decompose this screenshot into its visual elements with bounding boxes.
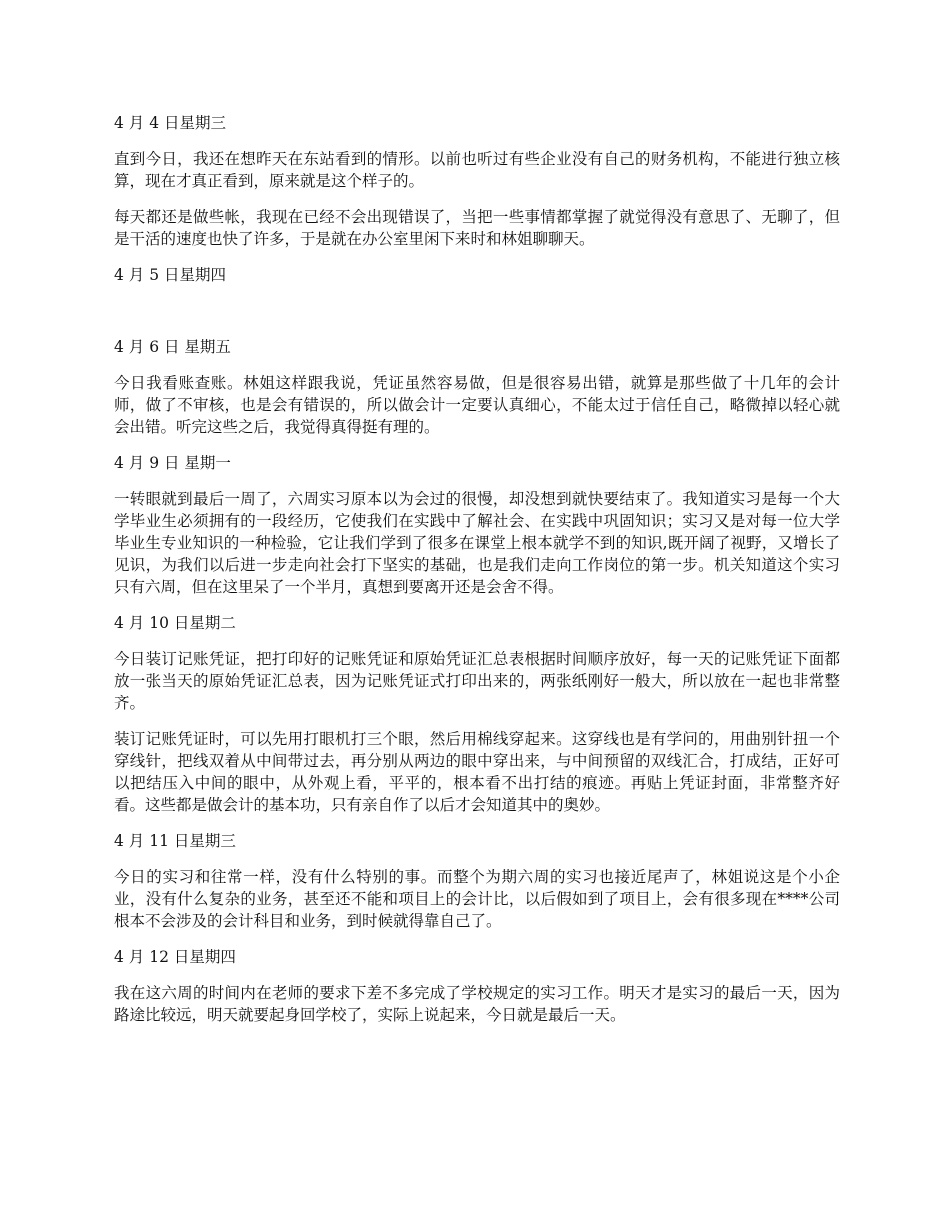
entry-paragraph: 一转眼就到最后一周了，六周实习原本以为会过的很慢，却没想到就快要结束了。我知道实习是每一个大学毕业生必须拥有的一段经历，它使我们在实践中了解社会、在实践中巩固知识；实习又是对每一位大学毕业生专业知识的一种检验，它让我们学到了很多在课堂上根本就学不到的知识,既开阔了视野，又增长了见识，为我们以后进一步走向社会打下坚实的基础，也是我们走向工作岗位的第一步。机关知道这个实习只有六周，但在这里呆了一个半月，真想到要离开还是会舍不得。 bbox=[114, 490, 840, 596]
entry-paragraph: 每天都还是做些帐，我现在已经不会出现错误了，当把一些事情都掌握了就觉得没有意思了、无聊了，但是干活的速度也快了许多，于是就在办公室里闲下来时和林姐聊聊天。 bbox=[114, 208, 840, 248]
entry-paragraph: 装订记账凭证时，可以先用打眼机打三个眼，然后用棉线穿起来。这穿线也是有学问的，用曲别针扭一个穿线针，把线双着从中间带过去，再分别从两边的眼中穿出来，与中间预留的双线汇合，打成结，正好可以把结压入中间的眼中，从外观上看，平平的，根本看不出打结的痕迹。再贴上凭证封面，非常整齐好看。这些都是做会计的基本功，只有亲自作了以后才会知道其中的奥妙。 bbox=[114, 730, 840, 814]
entry-paragraph: 今日我看账查账。林姐这样跟我说，凭证虽然容易做，但是很容易出错，就算是那些做了十几年的会计师，做了不审核，也是会有错误的，所以做会计一定要认真细心，不能太过于信任自己，略微掉以轻心就会出错。听完这些之后，我觉得真得挺有理的。 bbox=[114, 374, 840, 436]
document-page bbox=[114, 112, 840, 1040]
entry-paragraph: 我在这六周的时间内在老师的要求下差不多完成了学校规定的实习工作。明天才是实习的最后一天，因为路途比较远，明天就要起身回学校了，实际上说起来，今日就是最后一天。 bbox=[114, 984, 840, 1024]
entry-paragraph: 直到今日，我还在想昨天在东站看到的情形。以前也听过有些企业没有自己的财务机构，不能进行独立核算，现在才真正看到，原来就是这个样子的。 bbox=[114, 150, 840, 190]
entry-date: 4 月 12 日星期四 bbox=[114, 948, 236, 966]
entry-date: 4 月 4 日星期三 bbox=[114, 114, 227, 132]
blank-space bbox=[114, 300, 840, 336]
entry-paragraph: 今日装订记账凭证，把打印好的记账凭证和原始凭证汇总表根据时间顺序放好，每一天的记账凭证下面都放一张当天的原始凭证汇总表，因为记账凭证式打印出来的，两张纸刚好一般大，所以放在一起也非常整齐。 bbox=[114, 650, 840, 712]
entry-paragraph: 今日的实习和往常一样，没有什么特别的事。而整个为期六周的实习也接近尾声了，林姐说这是个小企业，没有什么复杂的业务，甚至还不能和项目上的会计比，以后假如到了项目上，会有很多现在****公司根本不会涉及的会计科目和业务，到时候就得靠自己了。 bbox=[114, 868, 840, 930]
entry-date: 4 月 10 日星期二 bbox=[114, 614, 236, 632]
entry-date: 4 月 11 日星期三 bbox=[114, 832, 236, 850]
entry-date: 4 月 5 日星期四 bbox=[114, 266, 227, 284]
entry-date: 4 月 9 日 星期一 bbox=[114, 454, 231, 472]
entry-date: 4 月 6 日 星期五 bbox=[114, 338, 231, 356]
